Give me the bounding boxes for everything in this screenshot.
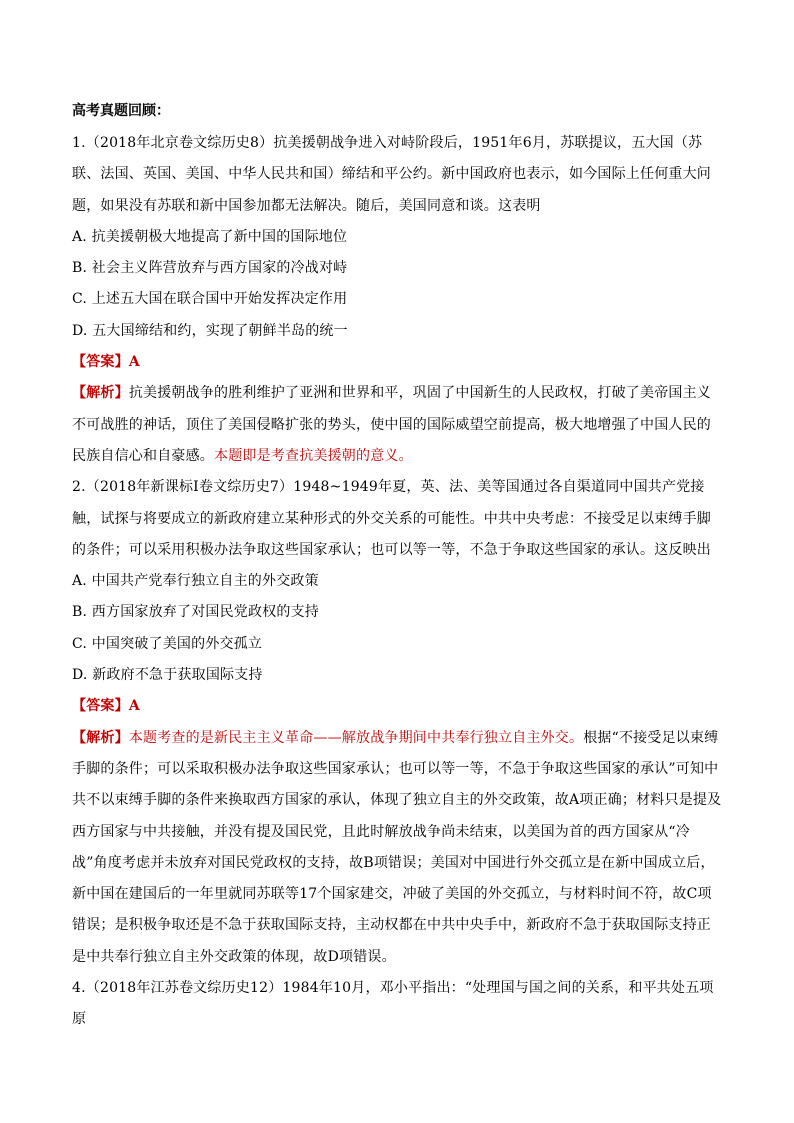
answer-value: A: [128, 698, 140, 715]
question-1-answer: [72, 347, 724, 378]
analysis-tag: 【解析】: [72, 729, 129, 746]
question-1-option-b: B. 社会主义阵营放弃与西方国家的冷战对峙: [72, 260, 348, 277]
question-4: [72, 973, 724, 1036]
question-4-stem: 4.（2018年江苏卷文综历史12）1984年10月，邓小平指出：“处理国与国之间的关系，和平共处五项原: [72, 980, 714, 1028]
question-2: [72, 472, 724, 973]
question-2-option-a: A. 中国共产党奉行独立自主的外交政策: [72, 573, 319, 590]
question-1-option-a: A. 抗美援朝极大地提高了新中国的国际地位: [72, 228, 348, 245]
answer-tag: 【答案】: [72, 698, 129, 715]
analysis-text: 根据“不接受足以束缚手脚的条件；可以采取积极办法争取这些国家承认；也可以等一等，不急于争取这些国家的承认”可知中共不以束缚手脚的条件来换取西方国家的承认，体现了独立自主的外交政策，故A项正确；材料只是提及西方国家与中共接触，并没有提及国民党，且此时解放战争尚未结束，以美国为首的西方国家从“冷战”角度考虑并未放弃对国民党政权的支持，故B项错误；美国对中国进行外交孤立是在新中国成立后，新中国在建国后的一年里就同苏联等17个国家建交，冲破了美国的外交孤立，与材料时间不符，故C项错误；是积极争取还是不急于获取国际支持，主动权都在中共中央手中，新政府不急于获取国际支持正是中共奉行独立自主外交政策的体现，故D项错误。: [72, 729, 722, 965]
question-2-analysis: [72, 723, 724, 973]
question-1-option-c: C. 上述五大国在联合国中开始发挥决定作用: [72, 291, 348, 308]
answer-value: A: [128, 354, 140, 371]
section-heading: 高考真题回顾：: [72, 103, 170, 119]
analysis-text: 抗美援朝战争的胜利维护了亚洲和世界和平，巩固了中国新生的人民政权，打破了美帝国主义不可战胜的神话，顶住了美国侵略扩张的势头，使中国的国际威望空前提高，极大地增强了中国人民的民族自信心和自豪感。: [72, 385, 712, 464]
analysis-text-highlight: 本题即是考查抗美援朝的意义。: [214, 447, 413, 464]
question-2-answer: [72, 691, 724, 722]
question-1: [72, 128, 724, 472]
question-2-stem: 2.（2018年新课标Ⅰ卷文综历史7）1948~1949年夏，英、法、美等国通过各自渠道同中国共产党接触，试探与将要成立的新政府建立某种形式的外交关系的可能性。中共中央考虑：不接受足以束缚手脚的条件；可以采用积极办法争取这些国家承认；也可以等一等，不急于争取这些国家的承认。这反映出: [72, 479, 711, 558]
analysis-tag: 【解析】: [72, 385, 129, 402]
question-2-option-c: C. 中国突破了美国的外交孤立: [72, 635, 263, 652]
question-2-option-d: D. 新政府不急于获取国际支持: [72, 667, 263, 684]
question-1-stem: 1.（2018年北京卷文综历史8）抗美援朝战争进入对峙阶段后，1951年6月，苏联提议，五大国（苏联、法国、英国、美国、中华人民共和国）缔结和平公约。新中国政府也表示，如今国际上任何重大问题，如果没有苏联和新中国参加都无法解决。随后，美国同意和谈。这表明: [72, 135, 711, 214]
question-1-option-d: D. 五大国缔结和约，实现了朝鲜半岛的统一: [72, 322, 348, 339]
question-1-analysis: [72, 378, 724, 472]
question-2-option-b: B. 西方国家放弃了对国民党政权的支持: [72, 604, 319, 621]
analysis-text-highlight: 本题考查的是新民主主义革命——解放战争期间中共奉行独立自主外交。: [128, 729, 584, 746]
answer-tag: 【答案】: [72, 354, 129, 371]
